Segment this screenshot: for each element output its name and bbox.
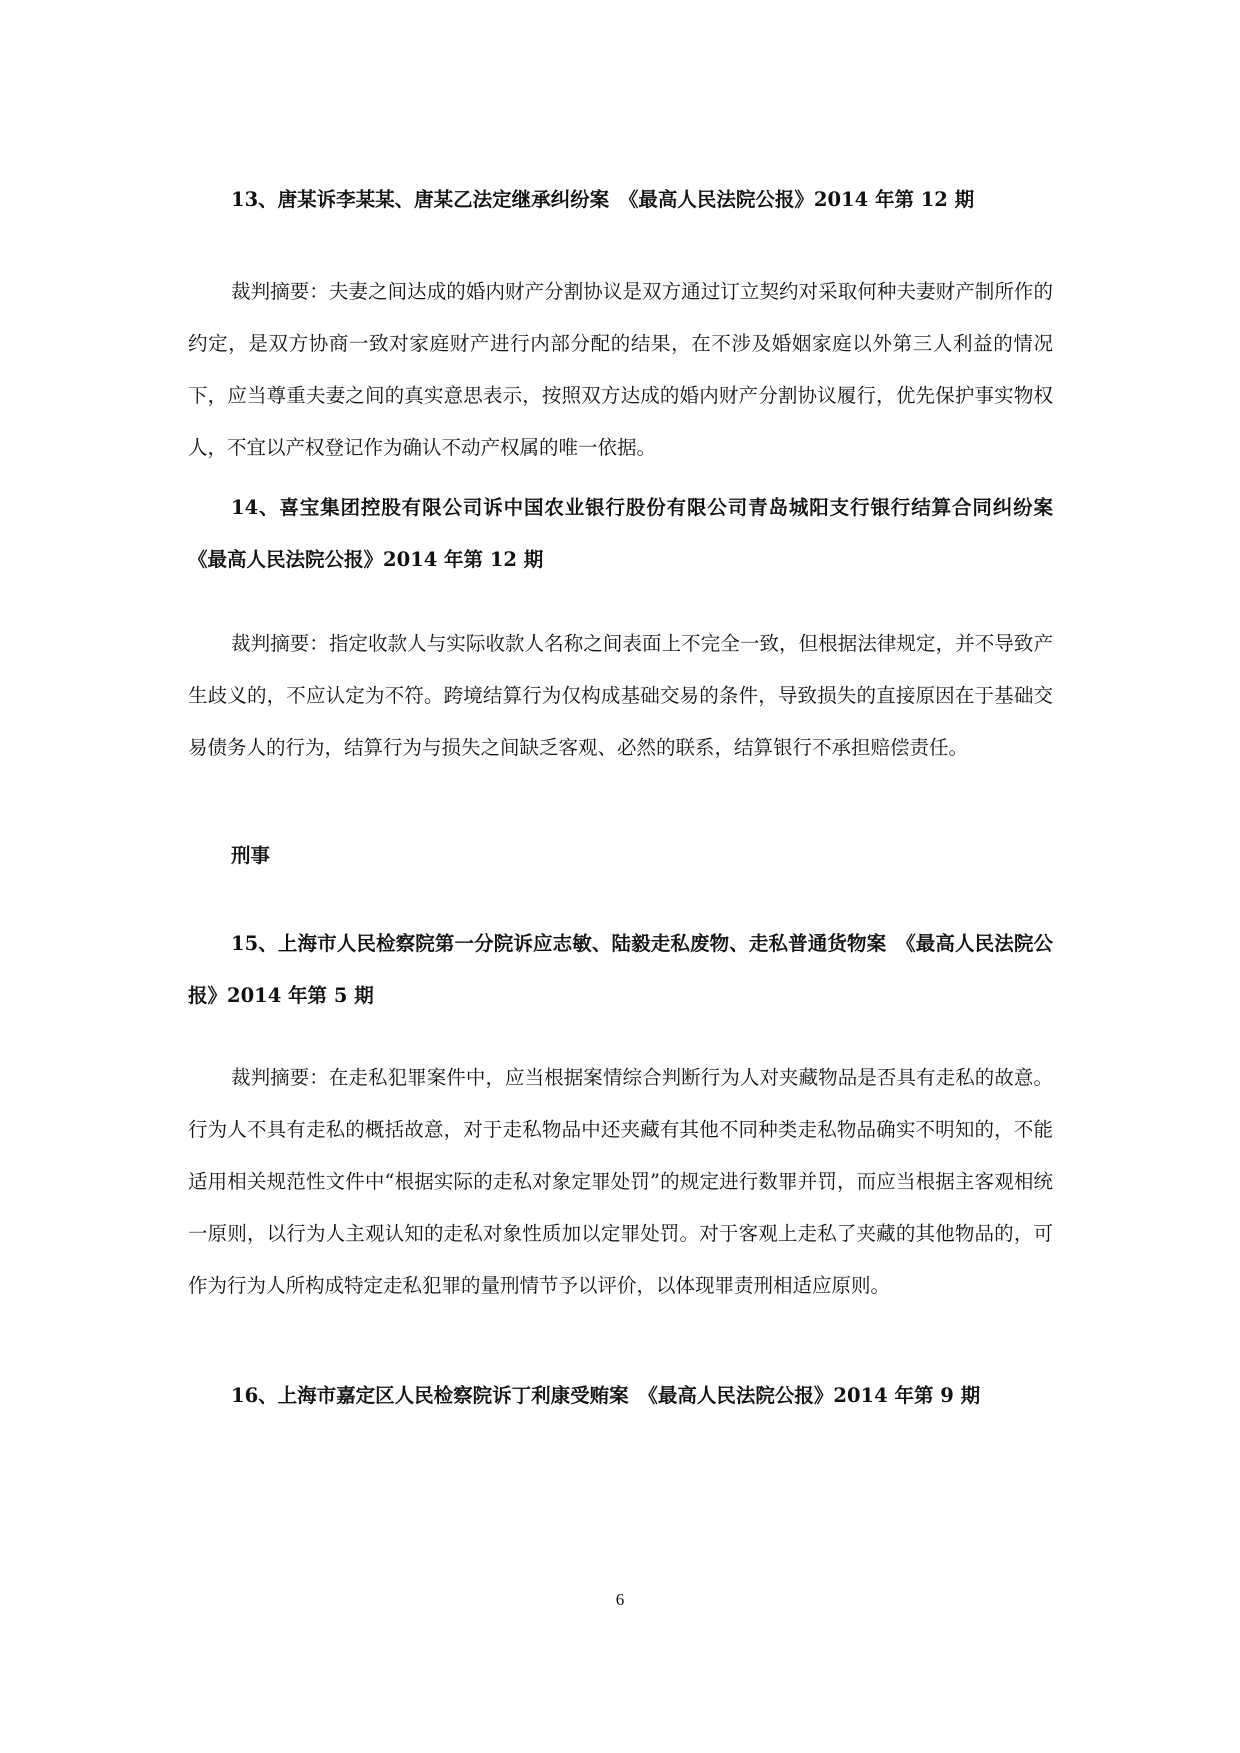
case-14-heading: 14、喜宝集团控股有限公司诉中国农业银行股份有限公司青岛城阳支行银行结算合同纠纷案 《最高人民法院公报》2014 年第 12 期 — [188, 496, 1073, 571]
case-13-heading: 13、唐某诉李某某、唐某乙法定继承纠纷案 《最高人民法院公报》2014 年第 12 期 — [231, 188, 975, 211]
section-title-criminal: 刑事 — [231, 844, 271, 867]
page-number: 6 — [615, 1590, 625, 1609]
case-15-heading: 15、上海市人民检察院第一分院诉应志敏、陆毅走私废物、走私普通货物案 《最高人民法院公报》2014 年第 5 期 — [188, 932, 1053, 1007]
case-13-summary: 裁判摘要：夫妻之间达成的婚内财产分割协议是双方通过订立契约对采取何种夫妻财产制所作的约定，是双方协商一致对家庭财产进行内部分配的结果，在不涉及婚姻家庭以外第三人利益的情况下，应当尊重夫妻之间的真实意思表示，按照双方达成的婚内财产分割协议履行，优先保护事实物权人，不宜以产权登记作为确认不动产权属的唯一依据。 — [188, 280, 1053, 459]
case-16-heading: 16、上海市嘉定区人民检察院诉丁利康受贿案 《最高人民法院公报》2014 年第 9 期 — [231, 1384, 981, 1407]
case-15-summary: 裁判摘要：在走私犯罪案件中，应当根据案情综合判断行为人对夹藏物品是否具有走私的故意。行为人不具有走私的概括故意，对于走私物品中还夹藏有其他不同种类走私物品确实不明知的，不能适用相关规范性文件中“根据实际的走私对象定罪处罚”的规定进行数罪并罚，而应当根据主客观相统一原则，以行为人主观认知的走私对象性质加以定罪处罚。对于客观上走私了夹藏的其他物品的，可作为行为人所构成特定走私犯罪的量刑情节予以评价，以体现罪责刑相适应原则。 — [188, 1066, 1053, 1297]
case-14-summary: 裁判摘要：指定收款人与实际收款人名称之间表面上不完全一致，但根据法律规定，并不导致产生歧义的，不应认定为不符。跨境结算行为仅构成基础交易的条件，导致损失的直接原因在于基础交易债务人的行为，结算行为与损失之间缺乏客观、必然的联系，结算银行不承担赔偿责任。 — [188, 632, 1053, 759]
